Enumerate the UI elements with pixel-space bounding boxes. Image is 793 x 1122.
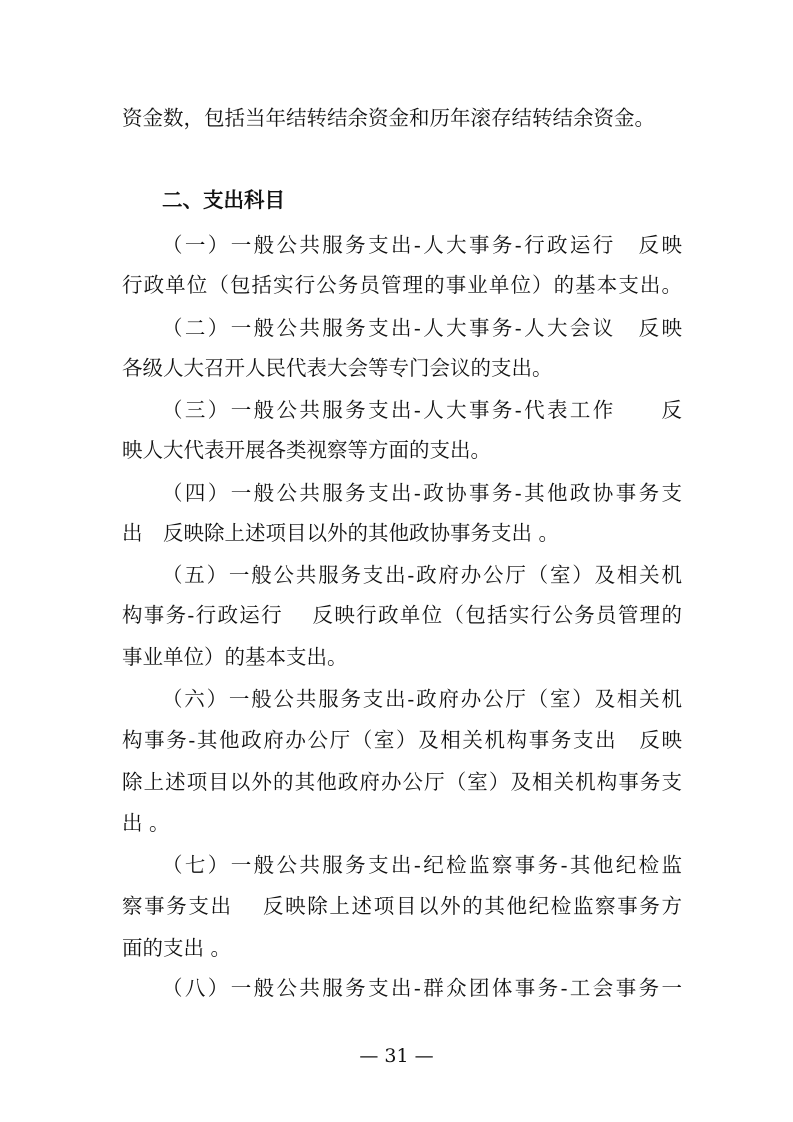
- item-5-line-2: 构事务-行政运行 反映行政单位（包括实行公务员管理的: [122, 603, 682, 627]
- item-1-line-1: （一）一般公共服务支出-人大事务-行政运行 反映: [162, 233, 682, 257]
- item-6-line-4: 出 。: [122, 811, 170, 835]
- item-6-line-3: 除上述项目以外的其他政府办公厅（室）及相关机构事务支: [122, 770, 682, 794]
- item-7-line-1: （七）一般公共服务支出-纪检监察事务-其他纪检监: [162, 853, 682, 877]
- page-number: — 31 —: [359, 1045, 434, 1067]
- section-heading: 二、支出科目: [162, 188, 285, 212]
- item-8-line-1: （八）一般公共服务支出-群众团体事务-工会事务一: [162, 976, 682, 1000]
- item-5-line-3: 事业单位）的基本支出。: [122, 645, 348, 669]
- item-4-line-1: （四）一般公共服务支出-政协事务-其他政协事务支: [162, 481, 682, 505]
- item-2-line-1: （二）一般公共服务支出-人大事务-人大会议 反映: [162, 316, 682, 340]
- item-5-line-1: （五）一般公共服务支出-政府办公厅（室）及相关机: [162, 563, 682, 587]
- item-7-line-3: 面的支出 。: [122, 936, 232, 960]
- item-6-line-2: 构事务-其他政府办公厅（室）及相关机构事务支出 反映: [122, 728, 682, 752]
- item-2-line-2: 各级人大召开人民代表大会等专门会议的支出。: [122, 356, 553, 380]
- item-3-line-2: 映人大代表开展各类视察等方面的支出。: [122, 438, 491, 462]
- item-7-line-2: 察事务支出 反映除上述项目以外的其他纪检监察事务方: [122, 894, 682, 918]
- item-1-line-2: 行政单位（包括实行公务员管理的事业单位）的基本支出。: [122, 273, 682, 297]
- intro-line: 资金数，包括当年结转结余资金和历年滚存结转结余资金。: [122, 106, 655, 130]
- item-3-line-1: （三）一般公共服务支出-人大事务-代表工作 反: [162, 398, 682, 422]
- item-4-line-2: 出 反映除上述项目以外的其他政协事务支出 。: [122, 521, 560, 545]
- item-6-line-1: （六）一般公共服务支出-政府办公厅（室）及相关机: [162, 687, 682, 711]
